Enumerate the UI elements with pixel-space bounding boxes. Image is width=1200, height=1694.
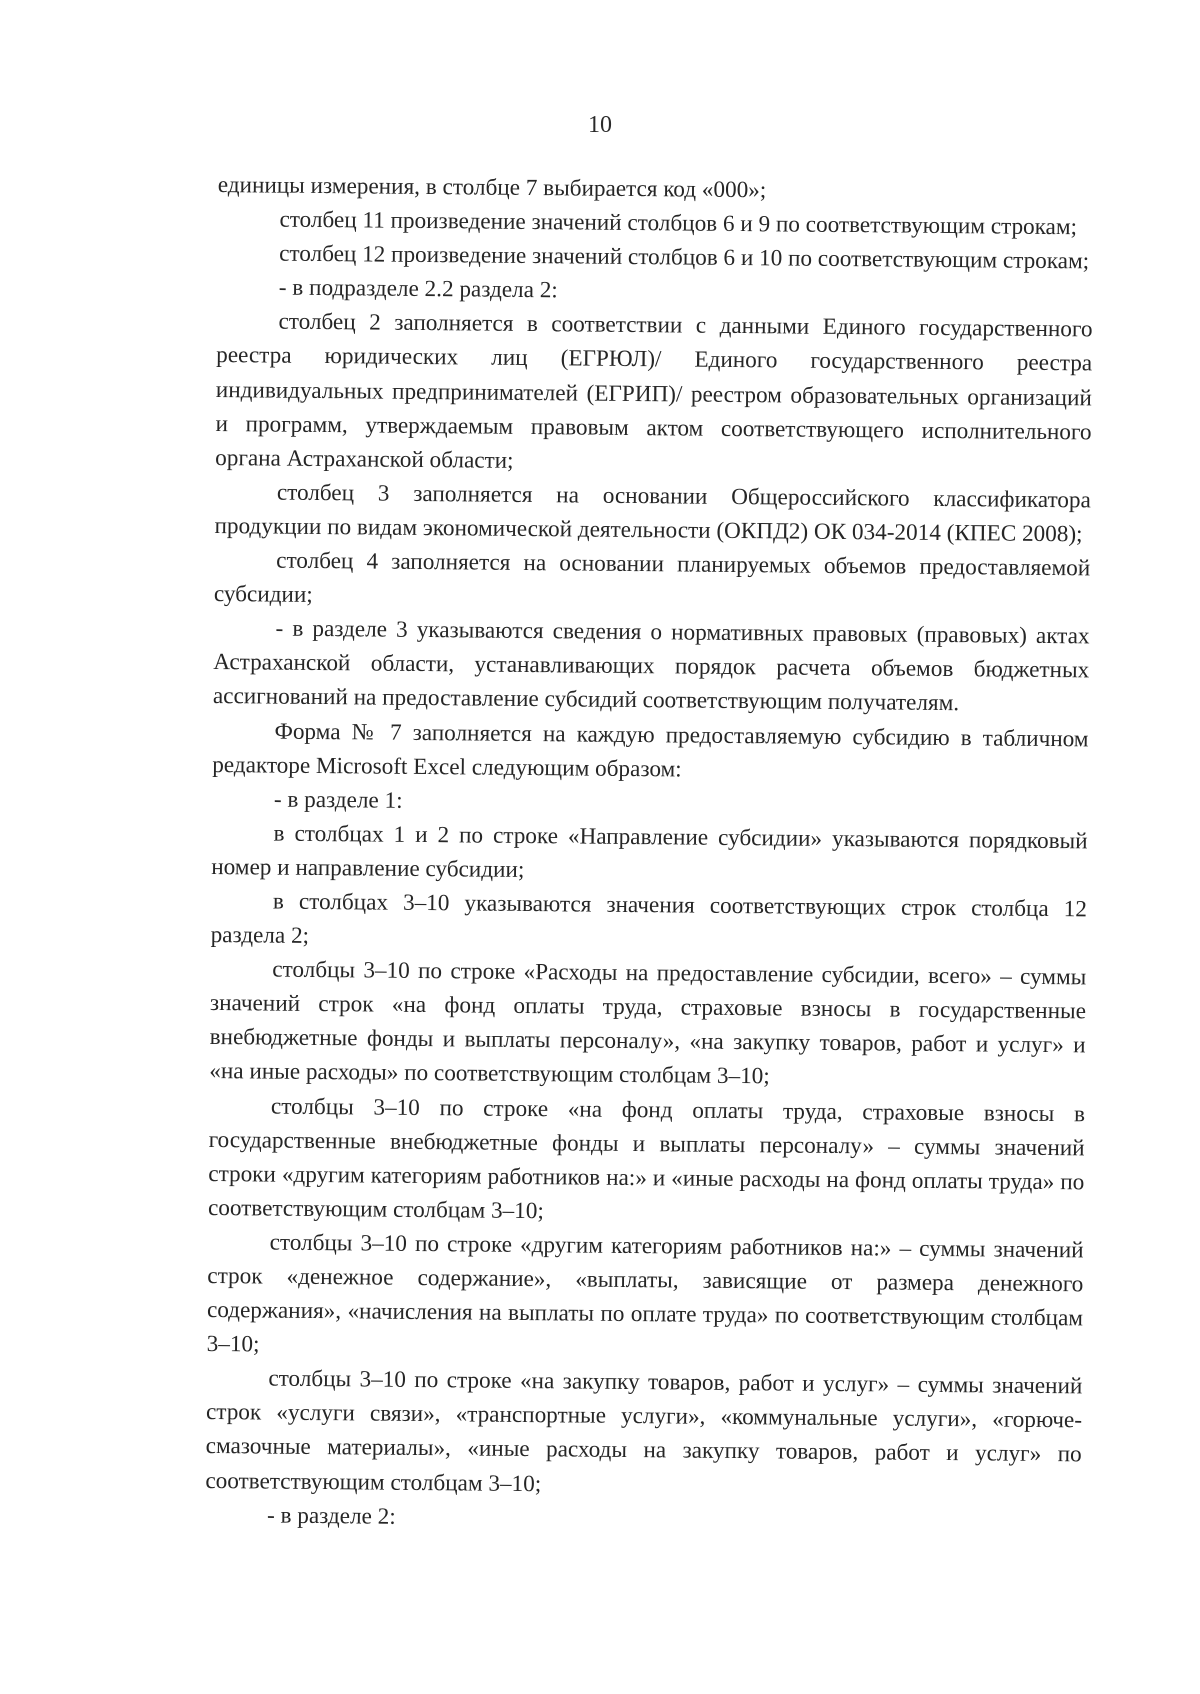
paragraph: столбцы 3–10 по строке «на фонд оплаты труда, страховые взносы в государственные внебюджетные фонды и выплаты персоналу» – суммы значений строки «другим категориям работников на:» и «иные расходы на фонд оплаты труда» по соответствующим столбцам 3–10; (207, 1093, 1086, 1224)
document-body (205, 168, 1094, 1540)
paragraph: в столбцах 3–10 указываются значения соответствующих строк столбца 12 раздела 2; (210, 888, 1088, 949)
paragraph: - в разделе 3 указываются сведения о нормативных правовых (правовых) актах Астраханской области, устанавливающих порядок расчета объемов бюджетных ассигнований на предоставление субсидий соответствующим получателям. (212, 615, 1090, 717)
paragraph: столбец 12 произведение значений столбцов 6 и 10 по соответствующим строкам; (279, 240, 1090, 275)
paragraph: в столбцах 1 и 2 по строке «Направление субсидии» указываются порядковый номер и направление субсидии; (211, 820, 1088, 883)
paragraph: - в подразделе 2.2 раздела 2: (278, 274, 558, 304)
paragraph: - в разделе 2: (266, 1502, 396, 1530)
paragraph: столбец 2 заполняется в соответствии с данными Единого государственного реестра юридических лиц (ЕГРЮЛ)/ Единого государственного реестра индивидуальных предпринимателей (ЕГРИП)/ реестром образовательных организаций и программ, утверждаемым правовым актом соответствующего исполнительного органа Астраханской области; (215, 308, 1093, 474)
paragraph: столбцы 3–10 по строке «другим категориям работников на:» – суммы значений строк «денежное содержание», «выплаты, зависящие от размера денежного содержания», «начисления на выплаты по оплате труда» по соответствующим столбцам 3–10; (206, 1229, 1084, 1358)
paragraph: Форма № 7 заполняется на каждую предоставляемую субсидию в табличном редакторе Microsoft Excel следующим образом: (212, 718, 1089, 783)
paragraph: единицы измерения, в столбце 7 выбирается код «000»; (217, 171, 767, 204)
paragraph: столбец 3 заполняется на основании Общероссийского классификатора продукции по видам экономической деятельности (ОКПД2) ОК 034-2014 (КПЕС 2008); (214, 479, 1091, 548)
paragraph: столбец 4 заполняется на основании планируемых объемов предоставляемой субсидии; (213, 547, 1091, 609)
paragraph: столбец 11 произведение значений столбцов 6 и 9 по соответствующим строкам; (279, 206, 1078, 241)
page-number: 10 (588, 112, 612, 138)
paragraph: - в разделе 1: (273, 786, 403, 814)
paragraph: столбцы 3–10 по строке «на закупку товаров, работ и услуг» – суммы значений строк «услуги связи», «транспортные услуги», «коммунальные услуги», «горюче-смазочные материалы», «иные расходы на закупку товаров, работ и услуг» по соответствующим столбцам 3–10; (205, 1365, 1083, 1497)
paragraph: столбцы 3–10 по строке «Расходы на предоставление субсидии, всего» – суммы значений строк «на фонд оплаты труда, страховые взносы в государственные внебюджетные фонды и выплаты персоналу», «на закупку товаров, работ и услуг» и «на иные расходы» по соответствующим столбцам 3–10; (209, 956, 1087, 1090)
